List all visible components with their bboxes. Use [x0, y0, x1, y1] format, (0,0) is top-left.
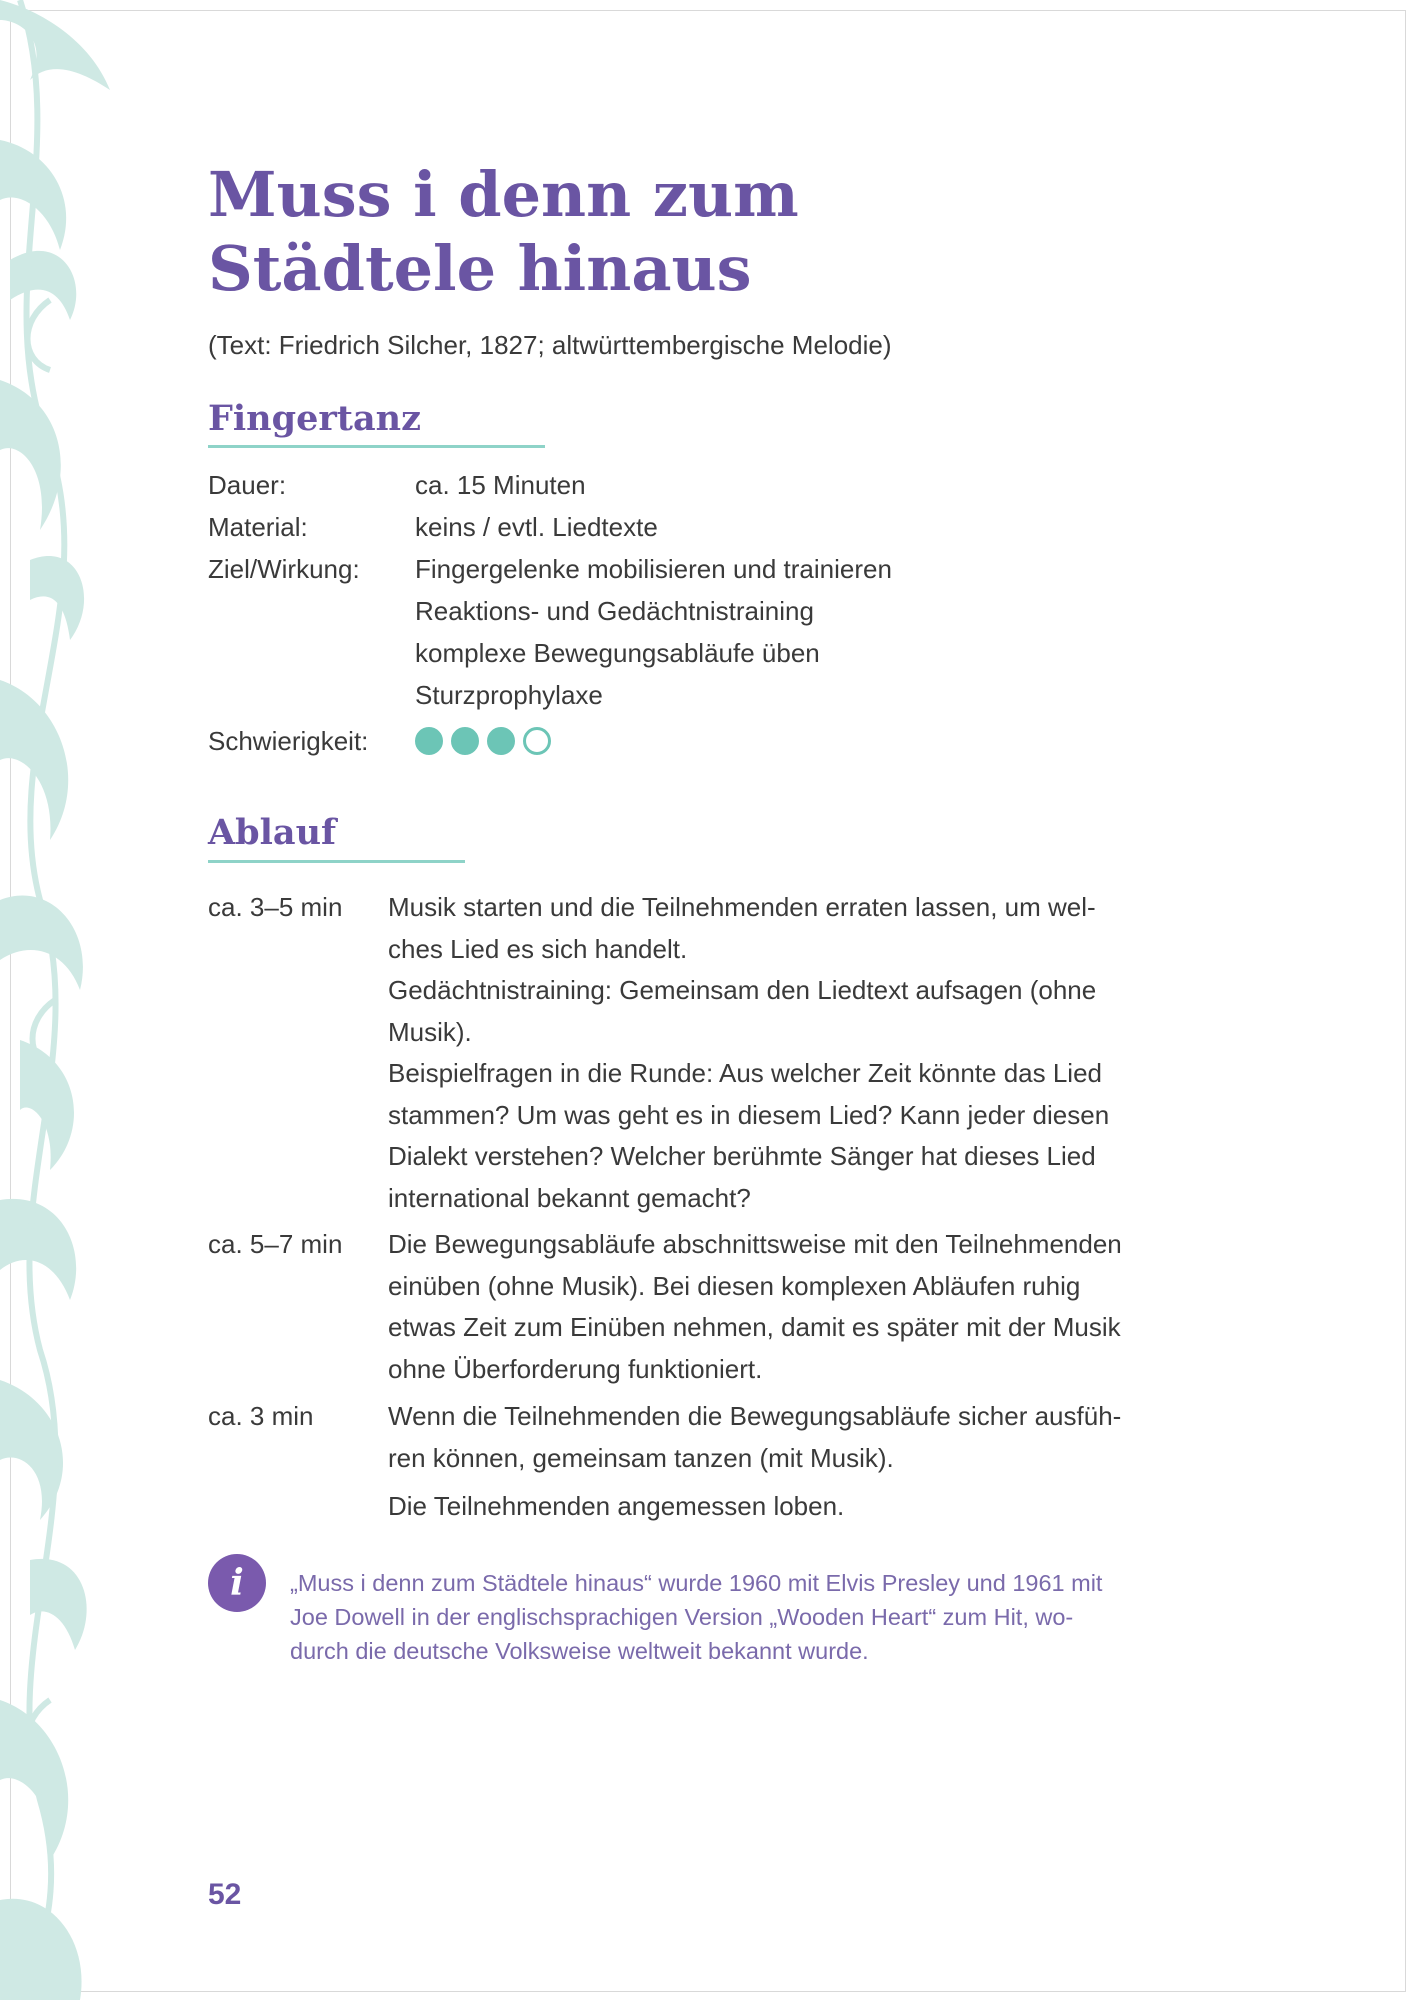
meta-row-dauer	[208, 464, 586, 506]
meta-value: Fingergelenke mobilisieren und trainieren	[415, 554, 892, 584]
step-line: Wenn die Teilnehmenden die Bewegungsabläufe sicher ausfüh-	[388, 1401, 1122, 1431]
step-line: ren können, gemeinsam tanzen (mit Musik).	[388, 1442, 894, 1473]
meta-row-ziel-wirkung	[208, 548, 892, 716]
section-heading-fingertanz: Fingertanz	[208, 398, 421, 439]
step-text	[388, 1224, 1188, 1390]
step-line: Dialekt verstehen? Welcher berühmte Sänger hat dieses Lied	[388, 1141, 1096, 1171]
step-1	[208, 887, 1188, 1219]
step-time: ca. 5–7 min	[208, 1229, 343, 1259]
step-text	[388, 1396, 1188, 1528]
step-time: ca. 3 min	[208, 1401, 314, 1431]
step-line: einüben (ohne Musik). Bei diesen komplexen Abläufen ruhig	[388, 1270, 1081, 1301]
info-line: durch die deutsche Volksweise weltweit bekannt wurde.	[290, 1638, 869, 1664]
step-line: international bekannt gemacht?	[388, 1182, 751, 1213]
step-2	[208, 1224, 1188, 1390]
song-credits: (Text: Friedrich Silcher, 1827; altwürttembergische Melodie)	[208, 330, 892, 360]
meta-values	[415, 548, 892, 716]
difficulty-dot-empty	[523, 727, 551, 755]
step-line: Musik starten und die Teilnehmenden erraten lassen, um wel-	[388, 892, 1096, 922]
meta-value: keins / evtl. Liedtexte	[415, 512, 658, 542]
meta-row-material	[208, 506, 658, 548]
meta-value: Sturzprophylaxe	[415, 680, 603, 710]
step-line: Die Bewegungsabläufe abschnittsweise mit den Teilnehmenden	[388, 1229, 1122, 1259]
difficulty-dot-filled	[451, 727, 479, 755]
page-number: 52	[208, 1878, 242, 1911]
difficulty-rating	[415, 727, 551, 755]
meta-label: Schwierigkeit:	[208, 726, 369, 756]
meta-label: Dauer:	[208, 470, 287, 500]
meta-value: ca. 15 Minuten	[415, 470, 586, 500]
step-time: ca. 3–5 min	[208, 892, 343, 922]
step-3	[208, 1396, 1188, 1528]
info-line: Joe Dowell in der englischsprachigen Version „Wooden Heart“ zum Hit, wo-	[290, 1604, 1074, 1630]
step-line: stammen? Um was geht es in diesem Lied? Kann jeder diesen	[388, 1099, 1110, 1130]
step-line: etwas Zeit zum Einüben nehmen, damit es später mit der Musik	[388, 1312, 1121, 1342]
meta-values	[415, 506, 658, 548]
section-heading-ablauf: Ablauf	[208, 812, 337, 853]
step-line: Musik).	[388, 1016, 472, 1047]
page-title-line-2: Städtele hinaus	[208, 232, 752, 305]
step-line: Beispielfragen in die Runde: Aus welcher Zeit könnte das Lied	[388, 1058, 1102, 1088]
step-line: Die Teilnehmenden angemessen loben.	[388, 1491, 845, 1521]
step-line: ches Lied es sich handelt.	[388, 933, 688, 964]
info-icon: i	[208, 1554, 266, 1612]
floral-ornament	[0, 0, 120, 2000]
info-line: „Muss i denn zum Städtele hinaus“ wurde 1960 mit Elvis Presley und 1961 mit	[290, 1570, 1103, 1596]
step-text	[388, 887, 1188, 1219]
page-title-line-1: Muss i denn zum	[208, 158, 799, 231]
step-line: Gedächtnistraining: Gemeinsam den Liedtext aufsagen (ohne	[388, 975, 1097, 1005]
meta-label: Ziel/Wirkung:	[208, 554, 360, 584]
page-title	[208, 158, 1108, 306]
meta-value: Reaktions- und Gedächtnistraining	[415, 596, 814, 626]
difficulty-dot-filled	[415, 727, 443, 755]
section-rule-fingertanz	[208, 445, 545, 448]
meta-values	[415, 464, 586, 506]
section-rule-ablauf	[208, 860, 465, 863]
difficulty-dot-filled	[487, 727, 515, 755]
step-line: ohne Überforderung funktioniert.	[388, 1353, 763, 1384]
meta-row-difficulty	[208, 720, 551, 762]
meta-label: Material:	[208, 512, 308, 542]
info-note	[290, 1566, 1170, 1668]
meta-value: komplexe Bewegungsabläufe üben	[415, 638, 820, 668]
